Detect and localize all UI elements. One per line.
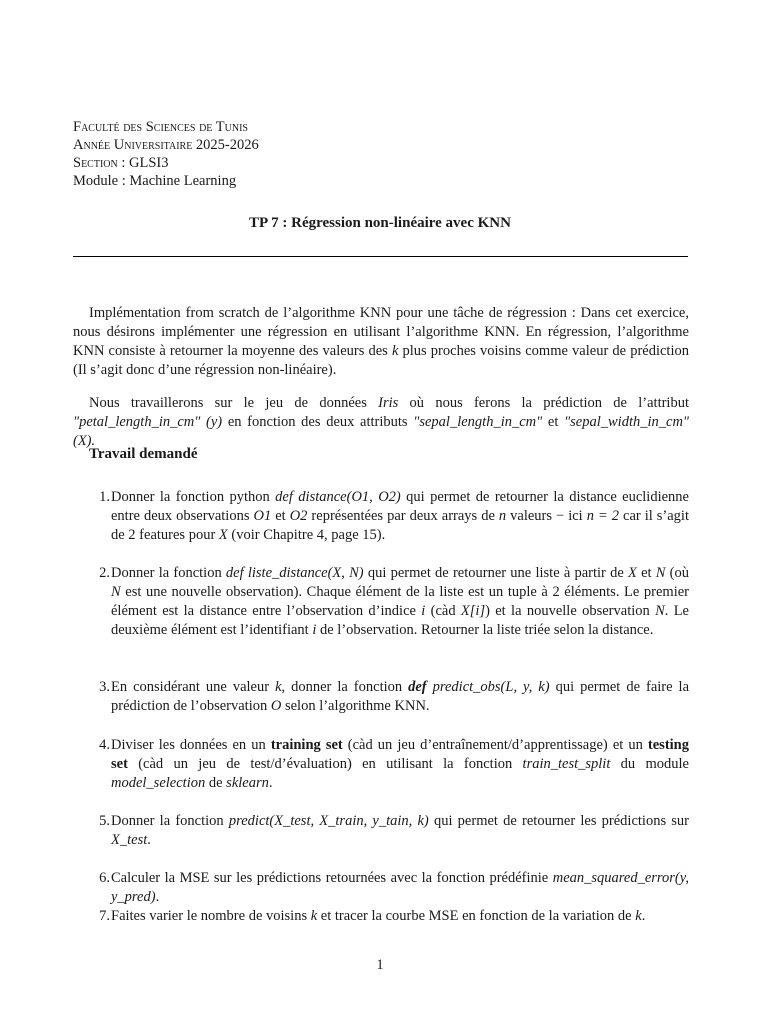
testing-set-term: testing set <box>111 737 690 772</box>
math-def: def <box>408 679 427 695</box>
item-text: Faites varier le nombre de voisins <box>111 908 311 924</box>
math-k: k <box>635 908 642 924</box>
math-x: X <box>628 565 637 581</box>
math-i: i <box>421 603 426 619</box>
item-text: (càd un jeu d’entraînement/d’apprentissage) et un <box>342 737 648 753</box>
list-item <box>73 812 689 850</box>
attribute-sepal-length: "sepal_length_in_cm" <box>413 414 543 430</box>
math-function: predict_obs(L, y, k) <box>426 679 550 695</box>
math-o2: O2 <box>289 508 308 524</box>
item-number: 1. <box>99 489 110 505</box>
intro-text: Nous travaillerons sur le jeu de données <box>89 395 379 411</box>
item-text: de l’observation. Retourner la liste triée selon la distance. <box>316 622 654 638</box>
item-number: 6. <box>99 870 110 886</box>
item-text: Donner la fonction <box>111 565 226 581</box>
item-text: . <box>147 832 151 848</box>
item-text: . <box>641 908 646 924</box>
item-number: 2. <box>99 565 110 581</box>
math-o1: O1 <box>253 508 272 524</box>
item-text: et <box>636 565 656 581</box>
math-function: predict(X_test, X_train, y_tain, k) <box>228 813 429 829</box>
item-text: selon l’algorithme KNN. <box>281 698 430 714</box>
list-item <box>73 488 689 545</box>
item-text: et tracer la courbe MSE en fonction de la variation de <box>317 908 636 924</box>
item-text: , donner la fonction <box>281 679 409 695</box>
attribute-petal: "petal_length_in_cm" <box>73 414 201 430</box>
item-text: qui permet de faire la prédiction de l’observation <box>111 679 689 714</box>
header-block <box>73 118 259 190</box>
math-sklearn: sklearn <box>226 775 269 791</box>
math-xi: X[i] <box>460 603 486 619</box>
list-item <box>73 736 689 793</box>
math-n: N <box>655 603 665 619</box>
list-item <box>73 564 689 640</box>
module-line: Module : Machine Learning <box>73 173 237 189</box>
item-text: Diviser les données en un <box>111 737 271 753</box>
list-item <box>73 678 689 716</box>
section-title: Travail demandé <box>89 446 198 462</box>
intro-text: et <box>542 414 565 430</box>
intro-paragraph-2 <box>73 394 689 451</box>
math-x: (X). <box>73 433 96 449</box>
math-n-equals: n = 2 <box>586 508 620 524</box>
item-text: valeurs − ici <box>506 508 587 524</box>
item-text: du module <box>610 756 689 772</box>
item-text: et <box>271 508 290 524</box>
page-title: TP 7 : Régression non-linéaire avec KNN <box>249 215 511 231</box>
training-set-term: training set <box>270 737 343 753</box>
list-item <box>73 907 689 926</box>
intro-text: Implémentation from scratch de l’algorithme KNN pour une tâche de régression : Dans cet exercice, nous désirons implémenter une régression en utilisant l’algorithme KNN. En régression, l’algorithme KNN consiste à retourner la moyenne des valeurs des <box>73 305 689 359</box>
item-text: Donner la fonction <box>111 813 229 829</box>
item-text: En considérant une valeur <box>111 679 276 695</box>
math-y: (y) <box>206 414 223 430</box>
item-text: (voir Chapitre 4, page 15). <box>227 527 386 543</box>
item-text: (où <box>665 565 689 581</box>
dataset-name: Iris <box>378 395 399 411</box>
intro-text: en fonction des deux attributs <box>222 414 414 430</box>
item-text: car il s’agit de 2 features pour <box>111 508 689 543</box>
math-o: O <box>270 698 282 714</box>
math-k: k <box>310 908 318 924</box>
math-n: N <box>111 584 121 600</box>
item-text: Donner la fonction python <box>111 489 276 505</box>
math-n: n <box>498 508 507 524</box>
item-text: . <box>155 889 160 905</box>
item-text: (càd un jeu de test/d’évaluation) en utilisant la fonction <box>127 756 523 772</box>
math-model-selection: model_selection <box>111 775 206 791</box>
item-text: est une nouvelle observation). Chaque élément de la liste est un tuple à 2 éléments. Le premier élément est la distance entre l’observation d’indice <box>111 584 689 619</box>
item-number: 5. <box>99 813 110 829</box>
math-function: mean_squared_error(y, y_pred) <box>111 870 689 905</box>
item-number: 4. <box>99 737 110 753</box>
title-divider <box>73 256 688 257</box>
item-text: représentées par deux arrays de <box>307 508 499 524</box>
page-number: 1 <box>376 957 384 973</box>
faculty-line: Faculté des Sciences de Tunis <box>73 119 248 135</box>
academic-year-line: Année Universitaire 2025-2026 <box>73 137 259 153</box>
section-label: Section : <box>73 155 126 171</box>
math-def: def <box>225 565 244 581</box>
item-text: . <box>268 775 273 791</box>
intro-paragraph-1 <box>73 304 689 380</box>
math-x: X <box>218 527 228 543</box>
item-text: . Le deuxième élément est l’identifiant <box>111 603 689 638</box>
item-text: qui permet de retourner une liste à partir de <box>363 565 629 581</box>
item-text: (càd <box>425 603 461 619</box>
math-k: k <box>275 679 282 695</box>
math-n: N <box>655 565 666 581</box>
section-line <box>73 154 259 172</box>
item-text: qui permet de retourner les prédictions sur <box>428 813 690 829</box>
list-item <box>73 869 689 907</box>
item-text: Calculer la MSE sur les prédictions retournées avec la fonction prédéfinie <box>111 870 553 886</box>
math-x-test: X_test <box>111 832 148 848</box>
intro-text: plus proches voisins comme valeur de prédiction (Il s’agit donc d’une régression non-linéaire). <box>73 343 689 378</box>
math-function: def distance(O1, O2) <box>275 489 401 505</box>
item-text: qui permet de retourner la distance euclidienne entre deux observations <box>111 489 689 524</box>
math-i: i <box>312 622 317 638</box>
item-text: de <box>205 775 227 791</box>
section-value: GLSI3 <box>125 155 169 171</box>
item-text: ) et la nouvelle observation <box>485 603 656 619</box>
math-function: liste_distance(X, N) <box>243 565 364 581</box>
math-train-test-split: train_test_split <box>522 756 611 772</box>
item-number: 3. <box>99 679 110 695</box>
intro-text: où nous ferons la prédiction de l’attribut <box>398 395 689 411</box>
attribute-sepal-width: "sepal_width_in_cm" <box>564 414 690 430</box>
math-k: k <box>391 343 399 359</box>
item-number: 7. <box>99 908 110 924</box>
